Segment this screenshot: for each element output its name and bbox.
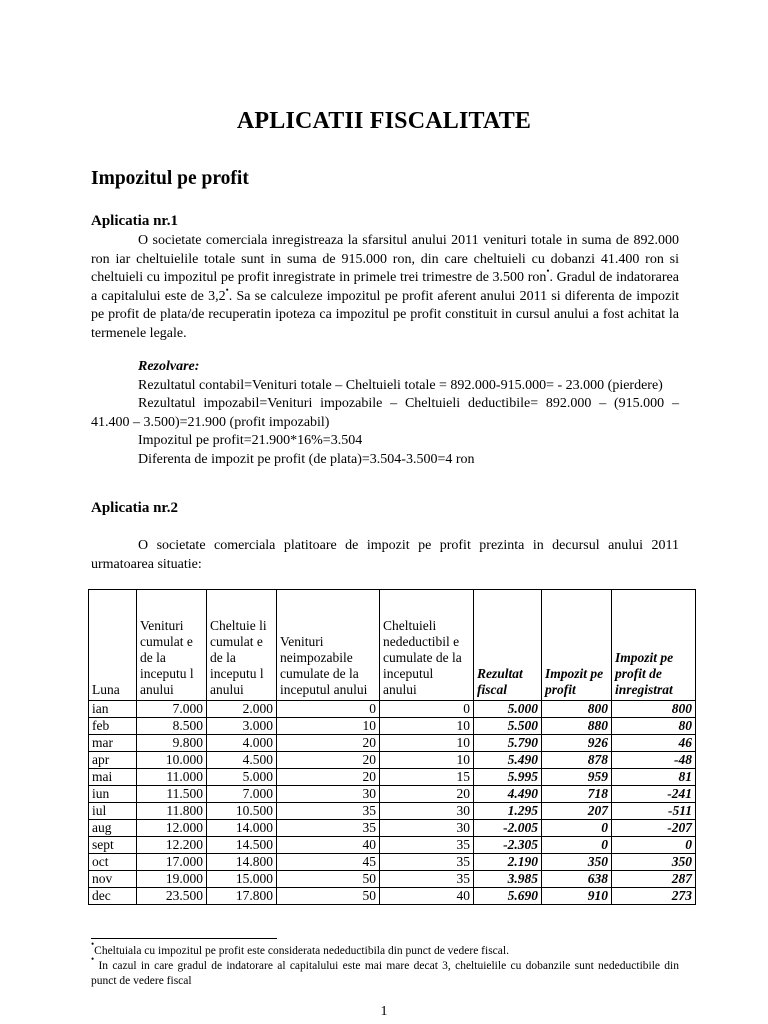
table-cell: 1.295 [474,803,542,820]
table-cell: 5.000 [474,701,542,718]
footnote-2-marker: • [91,954,95,964]
footnote-1 [91,939,679,959]
table-cell: 638 [542,871,612,888]
col-header-venituri-neimpozabile: Venituri neimpozabile cumulate de la inceputul anului [277,590,380,701]
table-row [89,786,696,803]
table-cell: 959 [542,769,612,786]
table-cell: 40 [277,837,380,854]
table-cell: 11.500 [137,786,207,803]
solution-line-2: Rezultatul impozabil=Venituri impozabile – Cheltuieli deductibile= 892.000 – (915.000 – 41.400 – 3.500)=21.900 (profit impozabil) [91,396,679,430]
table-cell: 2.000 [207,701,277,718]
table-cell: 20 [277,735,380,752]
col-header-rezultat-fiscal: Rezultat fiscal [474,590,542,701]
table-cell: 11.800 [137,803,207,820]
table-cell: 910 [542,888,612,905]
table-cell: 10 [380,735,474,752]
document-title: APLICATII FISCALITATE [236,108,532,134]
table-cell: 15.000 [207,871,277,888]
table-cell: 718 [542,786,612,803]
table-cell: 5.000 [207,769,277,786]
table-cell: 15 [380,769,474,786]
table-cell: 30 [380,820,474,837]
table-cell: 207 [542,803,612,820]
table-cell: 926 [542,735,612,752]
table-cell: 3.000 [207,718,277,735]
table-cell: 10 [277,718,380,735]
table-row [89,820,696,837]
table-cell: 50 [277,871,380,888]
cell-luna: mai [89,769,137,786]
app1-solution [91,358,679,469]
col-header-impozit-de-inregistrat: Impozit pe profit de inregistrat [612,590,696,701]
fiscal-table [88,589,696,905]
app2-heading: Aplicatia nr.2 [91,500,178,516]
col-header-cheltuieli: Cheltuie li cumulat e de la inceputu l anului [207,590,277,701]
table-cell: 10 [380,752,474,769]
table-cell: 81 [612,769,696,786]
solution-line-4: Diferenta de impozit pe profit (de plata)=3.504-3.500=4 ron [138,451,475,467]
cell-luna: sept [89,837,137,854]
table-cell: 30 [277,786,380,803]
table-cell: 14.800 [207,854,277,871]
table-cell: -207 [612,820,696,837]
table-cell: 14.000 [207,820,277,837]
table-cell: 40 [380,888,474,905]
table-cell: 273 [612,888,696,905]
cell-luna: iun [89,786,137,803]
table-cell: 46 [612,735,696,752]
cell-luna: dec [89,888,137,905]
col-header-venituri: Venituri cumulat e de la inceputu l anului [137,590,207,701]
table-cell: 14.500 [207,837,277,854]
table-cell: 35 [380,871,474,888]
table-row [89,752,696,769]
table-cell: 11.000 [137,769,207,786]
table-row [89,888,696,905]
table-cell: 50 [277,888,380,905]
app2-intro-text: O societate comerciala platitoare de impozit pe profit prezinta in decursul anului 2011 urmatoarea situatie: [91,538,679,572]
table-row [89,803,696,820]
cell-luna: nov [89,871,137,888]
table-cell: 20 [277,752,380,769]
col-header-cheltuieli-nedeductibile: Cheltuieli nedeductibil e cumulate de la inceputul anului [380,590,474,701]
app1-paragraph [91,232,679,343]
footnote-1-marker: • [91,939,95,949]
table-cell: 35 [277,820,380,837]
table-cell: -241 [612,786,696,803]
table-cell: 12.200 [137,837,207,854]
table-cell: 8.500 [137,718,207,735]
table-cell: 287 [612,871,696,888]
table-cell: 800 [542,701,612,718]
cell-luna: oct [89,854,137,871]
footnote-1-text: Cheltuiala cu impozitul pe profit este considerata nedeductibila din punct de vedere fiscal. [94,945,509,957]
table-cell: 800 [612,701,696,718]
footnote-marker-2: • [225,284,229,295]
col-header-impozit: Impozit pe profit [542,590,612,701]
table-row [89,718,696,735]
table-cell: 10.000 [137,752,207,769]
footnote-2 [91,954,679,989]
table-cell: 880 [542,718,612,735]
table-cell: -2.305 [474,837,542,854]
app1-text-part1: O societate comerciala inregistreaza la sfarsitul anului 2011 venituri totale in suma de 892.000 ron iar cheltuielile totale sunt in suma de 915.000 ron, din care cheltuieli cu dobanzi 41.400 ron si cheltuieli cu impozitul pe profit inregistrate in primele trei trimestre de 3.500 ron [91,233,679,285]
cell-luna: aug [89,820,137,837]
table-cell: 20 [380,786,474,803]
table-cell: -511 [612,803,696,820]
table-cell: 7.000 [137,701,207,718]
table-cell: 9.800 [137,735,207,752]
solution-line-1: Rezultatul contabil=Venituri totale – Cheltuieli totale = 892.000-915.000= - 23.000 (pierdere) [138,377,663,393]
cell-luna: iul [89,803,137,820]
table-cell: 4.000 [207,735,277,752]
table-cell: 4.490 [474,786,542,803]
table-cell: 35 [380,854,474,871]
table-cell: 5.690 [474,888,542,905]
cell-luna: ian [89,701,137,718]
table-cell: 350 [542,854,612,871]
cell-luna: apr [89,752,137,769]
table-cell: 10.500 [207,803,277,820]
app1-statement [91,232,679,343]
table-cell: 20 [277,769,380,786]
page-number: 1 [380,1004,388,1019]
footnote-divider [91,938,277,939]
col-header-luna: Luna [89,590,137,701]
table-cell: 19.000 [137,871,207,888]
table-cell: 10 [380,718,474,735]
table-cell: 878 [542,752,612,769]
table-row [89,871,696,888]
table-row [89,854,696,871]
table-cell: 0 [612,837,696,854]
table-cell: 0 [277,701,380,718]
table-body [89,701,696,905]
cell-luna: feb [89,718,137,735]
table-row [89,837,696,854]
table-row [89,701,696,718]
app1-text-part2: . Gradul de indatorarea a capitalului este de 3,2 [91,270,679,304]
table-cell: 5.995 [474,769,542,786]
table-cell: 7.000 [207,786,277,803]
table-cell: 0 [542,837,612,854]
table-cell: 350 [612,854,696,871]
table-cell: -2.005 [474,820,542,837]
table-cell: 17.800 [207,888,277,905]
table-cell: 30 [380,803,474,820]
table-cell: 5.490 [474,752,542,769]
table-cell: 45 [277,854,380,871]
table-header-row [89,590,696,701]
table-row [89,735,696,752]
table-cell: 0 [380,701,474,718]
footnote-marker-1: • [546,266,550,276]
table-cell: 35 [380,837,474,854]
table-cell: 2.190 [474,854,542,871]
table-cell: 35 [277,803,380,820]
app2-intro [91,537,679,574]
table-cell: 17.000 [137,854,207,871]
table-cell: 4.500 [207,752,277,769]
table-cell: 80 [612,718,696,735]
table-cell: -48 [612,752,696,769]
table-cell: 3.985 [474,871,542,888]
solution-line-3: Impozitul pe profit=21.900*16%=3.504 [138,433,363,448]
section-heading: Impozitul pe profit [91,168,249,189]
footnote-2-text: In cazul in care gradul de indatorare al capitalului este mai mare decat 3, cheltuielile cu dobanzile sunt nedeductibile din punct de vedere fiscal [91,960,679,987]
table-cell: 23.500 [137,888,207,905]
app1-text-part3: . Sa se calculeze impozitul pe profit aferent anului 2011 si diferenta de impozit pe profit de plata/de recuperatin ipoteza ca impozitul pe profit constituit in cursul anului a fost achitat la termenele legale. [91,288,679,341]
table-row [89,769,696,786]
footnotes [91,939,679,989]
rezolvare-label: Rezolvare: [138,359,200,374]
table-cell: 12.000 [137,820,207,837]
table-cell: 5.790 [474,735,542,752]
app1-heading: Aplicatia nr.1 [91,213,178,229]
table-cell: 0 [542,820,612,837]
table-cell: 5.500 [474,718,542,735]
cell-luna: mar [89,735,137,752]
